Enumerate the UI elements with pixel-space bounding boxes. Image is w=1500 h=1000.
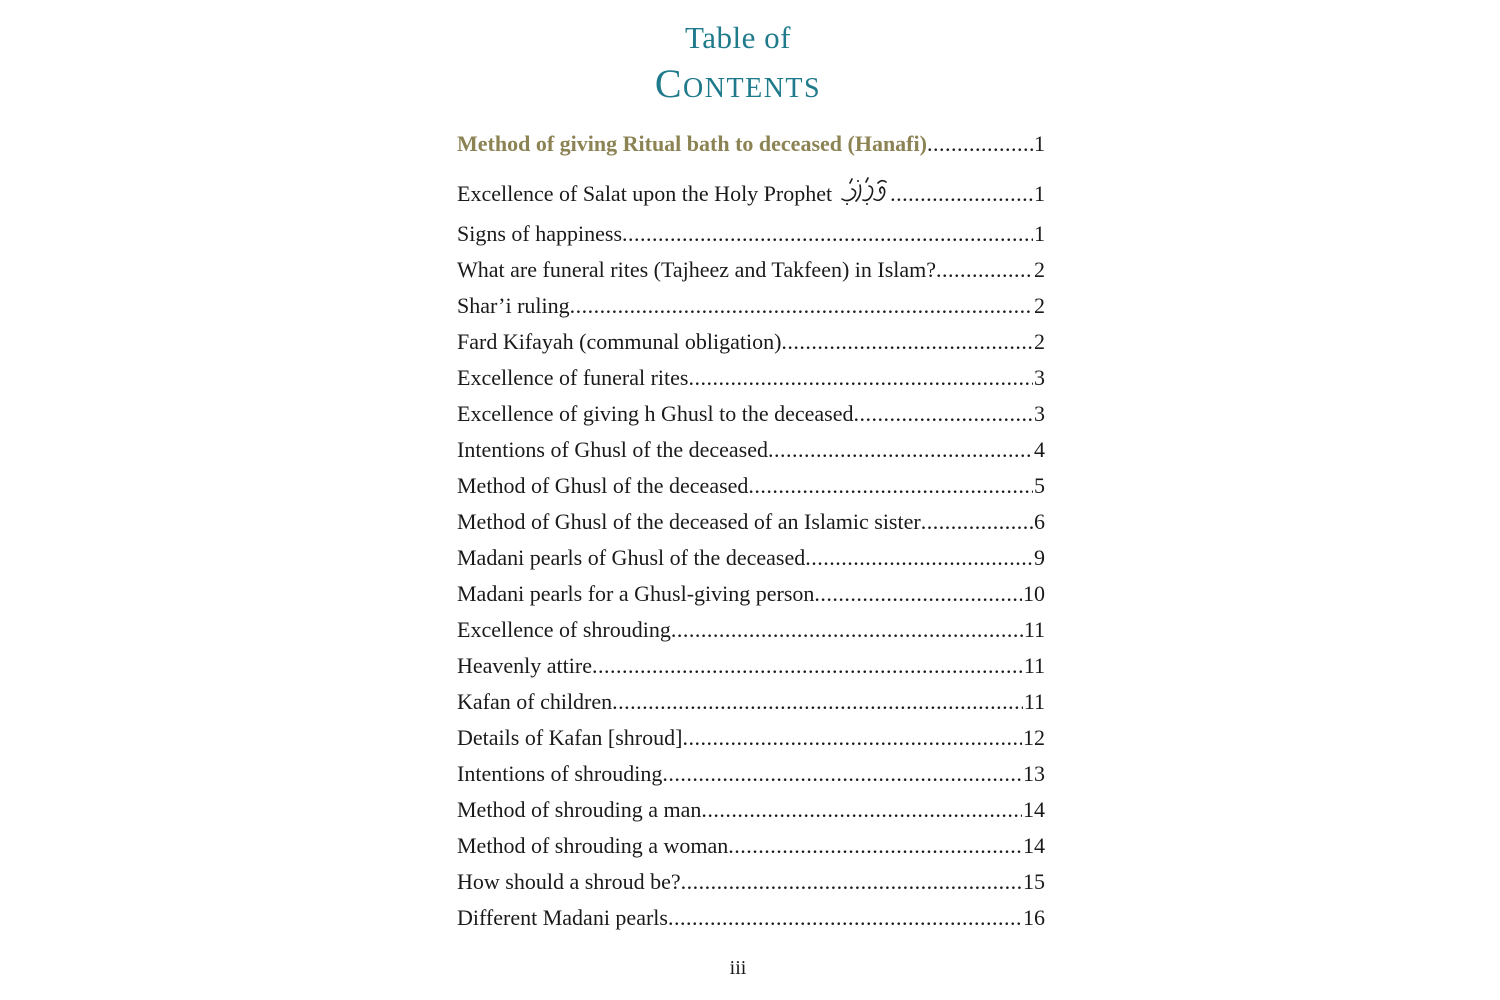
page-number: iii: [729, 957, 747, 979]
toc-entry-title: Intentions of Ghusl of the deceased: [457, 437, 768, 462]
dot-leader: [748, 468, 1033, 504]
toc-entry-page: 1: [1034, 221, 1045, 246]
toc-entry-page: 4: [1034, 437, 1045, 462]
dot-leader: [671, 612, 1023, 648]
dot-leader: [890, 174, 1033, 214]
toc-entry[interactable]: [457, 288, 1045, 324]
toc-entry-page: 1: [1034, 131, 1045, 156]
toc-entry-title: Method of Ghusl of the deceased: [457, 473, 749, 498]
toc-entry-title: [457, 174, 890, 214]
toc-entry-title: Intentions of shrouding: [457, 761, 663, 786]
toc-entry[interactable]: [457, 174, 1045, 216]
toc-entry-title: What are funeral rites (Tajheez and Takfeen) in Islam?: [457, 257, 937, 282]
toc-entry[interactable]: [457, 324, 1045, 360]
toc-entry-page: 5: [1034, 473, 1045, 498]
dot-leader: [927, 126, 1033, 162]
dot-leader: [681, 864, 1022, 900]
toc-entry-title: Madani pearls for a Ghusl-giving person: [457, 581, 815, 606]
toc-entry-page: 13: [1023, 761, 1045, 786]
toc-entry-page: 16: [1023, 905, 1045, 930]
toc-entry-page: 2: [1034, 329, 1045, 354]
dot-leader: [805, 540, 1033, 576]
toc-entry-page: 14: [1023, 833, 1045, 858]
toc-entry-title: Method of shrouding a woman: [457, 833, 729, 858]
dot-leader: [612, 684, 1023, 720]
toc-entry-title: Heavenly attire: [457, 653, 592, 678]
toc-entry-page: 11: [1023, 689, 1045, 714]
toc-entry[interactable]: [457, 720, 1045, 756]
dot-leader: [814, 576, 1022, 612]
toc-entry[interactable]: [457, 864, 1045, 900]
dot-leader: [570, 288, 1033, 324]
dot-leader: [781, 324, 1033, 360]
toc-entry-page: 1: [1034, 181, 1045, 206]
toc-entry[interactable]: [457, 540, 1045, 576]
toc-entry-title: Different Madani pearls: [457, 905, 668, 930]
dot-leader: [682, 720, 1022, 756]
toc-entry[interactable]: [457, 648, 1045, 684]
toc-entry-title: Kafan of children: [457, 689, 613, 714]
toc-entry[interactable]: [457, 252, 1045, 288]
toc-entry-page: 11: [1023, 617, 1045, 642]
toc-entry-title: Fard Kifayah (communal obligation): [457, 329, 782, 354]
dot-leader: [592, 648, 1023, 684]
page-title: [0, 18, 1476, 110]
toc-entry-page: 14: [1023, 797, 1045, 822]
toc-entry[interactable]: [457, 396, 1045, 432]
toc-entry[interactable]: [457, 612, 1045, 648]
toc-entry-title: Excellence of giving h Ghusl to the deceased: [457, 401, 854, 426]
toc-entry-title: Method of giving Ritual bath to deceased (Hanafi): [457, 131, 927, 156]
toc-entry[interactable]: [457, 576, 1045, 612]
dot-leader: [936, 252, 1033, 288]
dot-leader: [668, 900, 1022, 936]
toc-entry[interactable]: [457, 216, 1045, 252]
toc-entry-title: Shar’i ruling: [457, 293, 570, 318]
dot-leader: [921, 504, 1033, 540]
toc-entry[interactable]: [457, 432, 1045, 468]
toc-entry[interactable]: [457, 468, 1045, 504]
dot-leader: [853, 396, 1033, 432]
toc-entry-page: 3: [1034, 401, 1045, 426]
dot-leader: [688, 360, 1033, 396]
toc-entry-page: 10: [1023, 581, 1045, 606]
toc-entry[interactable]: [457, 792, 1045, 828]
salawat-calligraphy-icon: [838, 177, 890, 205]
toc-entry-page: 6: [1034, 509, 1045, 534]
dot-leader: [662, 756, 1022, 792]
toc-entry[interactable]: [457, 504, 1045, 540]
dot-leader: [768, 432, 1033, 468]
toc-entry-title: Excellence of shrouding: [457, 617, 671, 642]
toc-entry-title: How should a shroud be?: [457, 869, 681, 894]
toc-entry[interactable]: [457, 756, 1045, 792]
toc-entry[interactable]: [457, 900, 1045, 936]
toc-entry-page: 3: [1034, 365, 1045, 390]
title-line-2: Contents: [654, 61, 822, 106]
dot-leader: [728, 828, 1022, 864]
toc-entry[interactable]: [457, 360, 1045, 396]
toc-entry-title: Method of Ghusl of the deceased of an Islamic sister: [457, 509, 921, 534]
toc-entry-page: 11: [1023, 653, 1045, 678]
toc-entry-title: Madani pearls of Ghusl of the deceased: [457, 545, 806, 570]
table-of-contents: [457, 126, 1045, 936]
toc-entry-title: Details of Kafan [shroud]: [457, 725, 683, 750]
toc-entry[interactable]: [457, 828, 1045, 864]
dot-leader: [701, 792, 1022, 828]
toc-entry-page: 12: [1023, 725, 1045, 750]
title-line-1: Table of: [685, 20, 791, 55]
toc-entry-page: 2: [1034, 257, 1045, 282]
toc-entry-page: 9: [1034, 545, 1045, 570]
toc-entry-title: Excellence of funeral rites: [457, 365, 689, 390]
dot-leader: [622, 216, 1033, 252]
toc-entry-title: Signs of happiness: [457, 221, 622, 246]
toc-entry[interactable]: [457, 684, 1045, 720]
toc-entry-label: Excellence of Salat upon the Holy Prophet: [457, 181, 833, 206]
toc-entry[interactable]: [457, 126, 1045, 162]
toc-entry-title: Method of shrouding a man: [457, 797, 702, 822]
toc-entry-page: 15: [1023, 869, 1045, 894]
toc-entry-page: 2: [1034, 293, 1045, 318]
